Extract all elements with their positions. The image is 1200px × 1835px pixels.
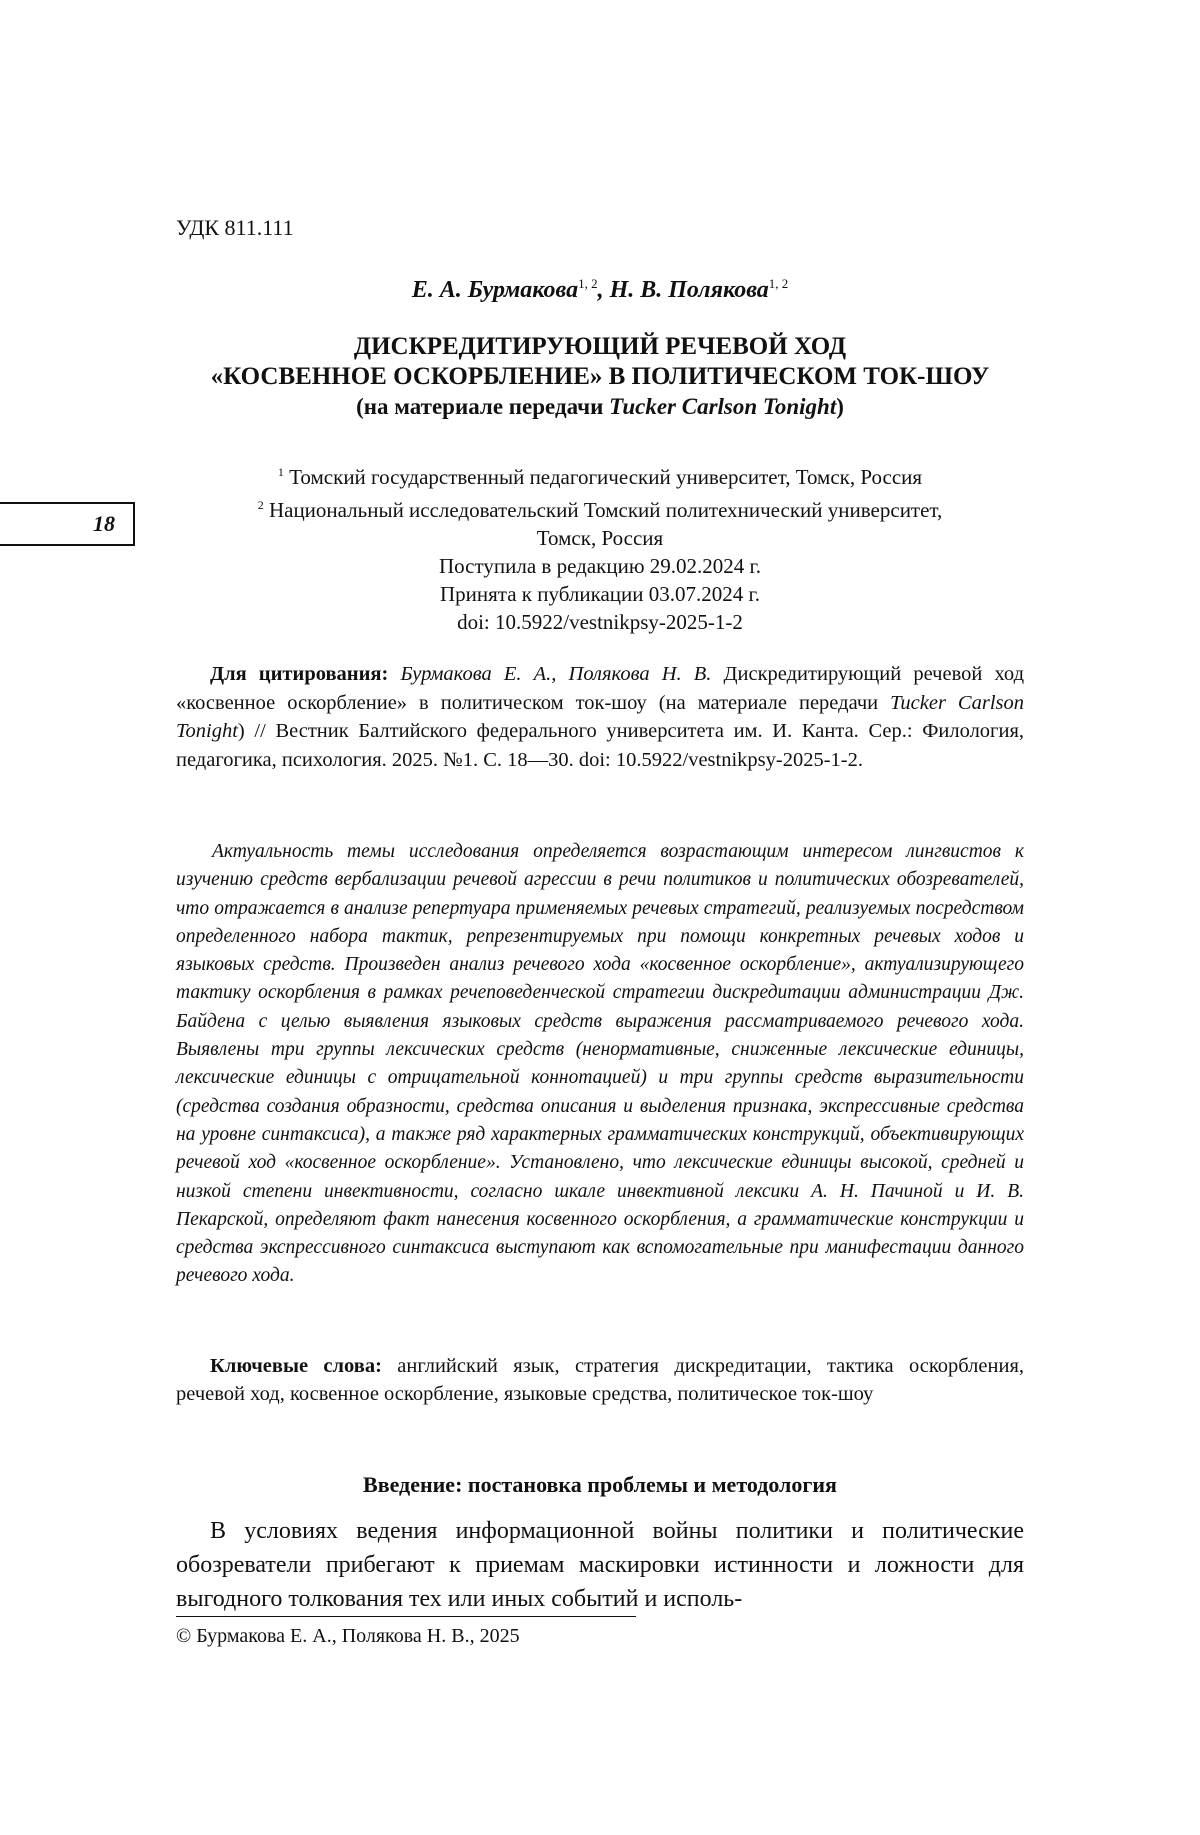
abstract-block [176,838,1024,1291]
affiliation-2-mark: 2 [257,498,264,512]
doi: doi: 10.5922/vestnikpsy-2025-1-2 [457,610,743,634]
affiliation-2-continuation: Томск, Россия [536,526,664,550]
footnote-divider [176,1616,636,1617]
citation-show-name: Tucker Carlson Tonight [176,691,1024,742]
intro-paragraph: В условиях ведения информационной войны политики и политические обозреватели прибегают к приемам маскировки истинности и ложности для выгодного толкования тех или иных событий и исполь- [176,1518,1024,1612]
udk-code: УДК 811.111 [176,215,294,240]
affiliation-2 [176,491,1024,524]
title-subtitle [176,392,1024,422]
article-title [176,332,1024,422]
citation-paragraph [176,660,1024,774]
citation-text-2: ) // Вестник Балтийского федерального университета им. И. Канта. Сер.: Филология, педагогика, психология. 2025. №1. С. 18—30. doi: 10.5922/vestnikpsy-2025-1-2. [176,720,1024,771]
citation-block [176,660,1024,774]
keywords-label: Ключевые слова: [210,1355,382,1377]
author-2-name: Н. В. Полякова [609,277,769,303]
affiliation-1 [176,458,1024,491]
affiliation-2-text: Национальный исследовательский Томский политехнический университет, [263,498,943,522]
keywords-block [176,1352,1024,1408]
author-2-affiliation-marks: 1, 2 [768,276,789,291]
affiliations-block [176,458,1024,636]
abstract-text: Актуальность темы исследования определяется возрастающим интересом лингвистов к изучению средств вербализации речевой агрессии в речи политиков и политических обозревателей, что отражается в анализе репертуара применяемых речевых стратегий, реализуемых посредством определенного набора тактик, репрезентируемых при помощи конкретных речевых ходов и языковых средств. Произведен анализ речевого хода «косвенное оскорбление», актуализирующего тактику оскорбления в рамках речеповеденческой стратегии дискредитации администрации Дж. Байдена с целью выявления языковых средств выражения рассматриваемого речевого хода. Выявлены три группы лексических средств (ненормативные, сниженные лексические единицы, лексические единицы с отрицательной коннотацией) и три группы средств выразительности (средства создания образности, средства описания и выделения признака, экспрессивные средства на уровне синтаксиса), а также ряд характерных грамматических конструкций, объективирующих речевой ход «косвенное оскорбление». Установлено, что лексические единицы высокой, средней и низкой степени инвективности, согласно шкале инвективной лексики А. Н. Пачиной и И. В. Пекарской, определяют факт нанесения косвенного оскорбления, а грамматические конструкции и средства экспрессивного синтаксиса выступают как вспомогательные при манифестации данного речевого хода. [176,841,1024,1287]
subtitle-show-name: Tucker Carlson Tonight [609,394,837,419]
author-1-name: Е. А. Бурмакова [411,277,579,303]
affiliation-1-text: Томский государственный педагогический университет, Томск, Россия [283,465,923,489]
intro-body [176,1514,1024,1616]
title-line-1: ДИСКРЕДИТИРУЮЩИЙ РЕЧЕВОЙ ХОД [353,333,847,360]
authors-separator: , [597,277,610,303]
citation-text-1: Дискредитирующий речевой ход «косвенное оскорбление» в политическом ток-шоу (на материале передачи [176,663,1025,714]
accepted-date: Принята к публикации 03.07.2024 г. [439,582,760,606]
section-heading: Введение: постановка проблемы и методология [363,1472,837,1497]
copyright-notice: © Бурмакова Е. А., Полякова Н. В., 2025 [176,1625,520,1647]
received-date: Поступила в редакцию 29.02.2024 г. [438,554,761,578]
subtitle-prefix: (на материале передачи [356,394,610,419]
subtitle-suffix: ) [836,394,844,419]
page-number: 18 [93,511,115,536]
page-number-tab [0,502,135,546]
title-line-2: «КОСВЕННОЕ ОСКОРБЛЕНИЕ» В ПОЛИТИЧЕСКОМ ТОК-ШОУ [210,363,990,390]
citation-authors: Бурмакова Е. А., Полякова Н. В. [388,663,712,685]
keywords-paragraph [176,1352,1024,1408]
affiliation-1-mark: 1 [277,465,284,479]
author-1-affiliation-marks: 1, 2 [578,276,598,291]
citation-label: Для цитирования: [210,663,389,685]
keywords-text: английский язык, стратегия дискредитации, тактика оскорбления, речевой ход, косвенное оскорбление, языковые средства, политическое ток-шоу [176,1355,1025,1405]
authors [176,276,1024,304]
